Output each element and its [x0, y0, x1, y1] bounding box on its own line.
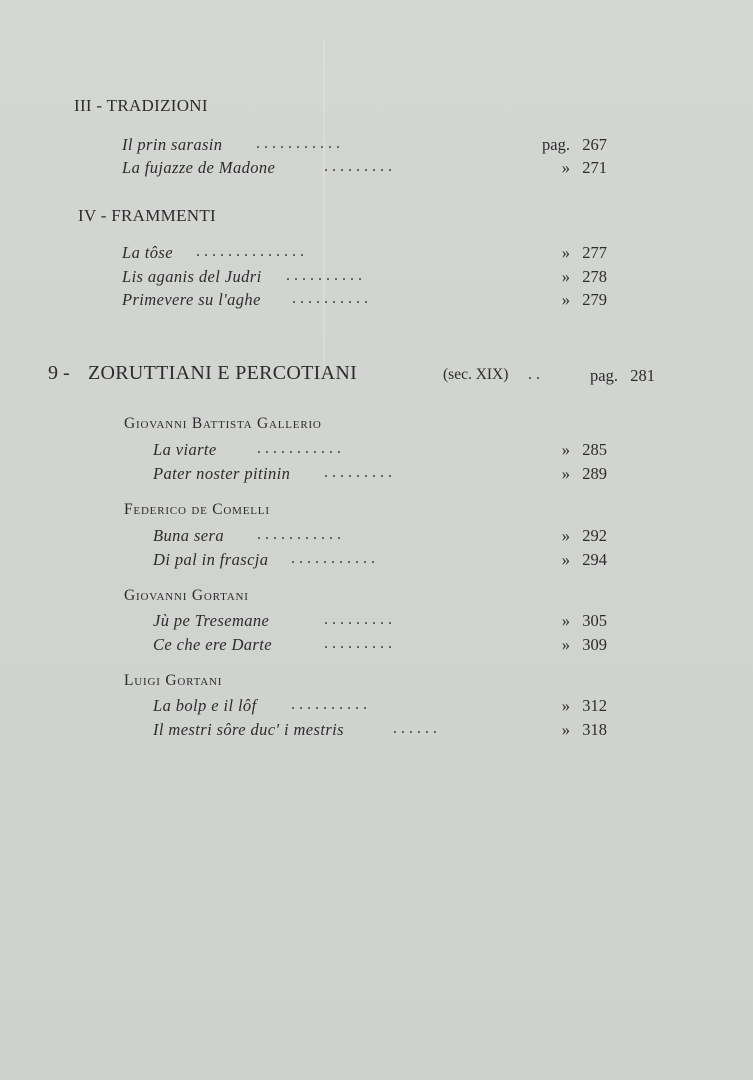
entry-title: La bolp e il lôf: [153, 696, 257, 715]
page-number: 271: [582, 158, 607, 177]
chapter-number: 9 -: [48, 362, 70, 384]
page-prefix: »: [561, 243, 570, 262]
toc-entry: [153, 611, 613, 633]
author-name: Federico de Comelli: [124, 501, 270, 518]
page-prefix: »: [561, 550, 570, 569]
page-number: 305: [582, 611, 607, 630]
entry-title: Buna sera: [153, 526, 224, 545]
dot-leader: . . . . . . . . .: [324, 635, 392, 652]
page-number: 309: [582, 635, 607, 654]
page-prefix: pag.: [590, 366, 618, 385]
chapter-title: ZORUTTIANI E PERCOTIANI: [88, 362, 358, 384]
author-name: Giovanni Battista Gallerio: [124, 415, 322, 432]
toc-entry: [153, 464, 613, 486]
page-number: 267: [582, 135, 607, 154]
page-number: 289: [582, 464, 607, 483]
toc-entry: [153, 696, 613, 718]
dot-leader: . . . . . .: [393, 720, 437, 737]
page-number: 318: [582, 720, 607, 739]
page-crease: [323, 40, 325, 370]
dot-leader: . . . . . . . . . . .: [291, 550, 375, 567]
toc-entry: [153, 526, 613, 548]
section-heading-tradizioni: III - TRADIZIONI: [74, 96, 208, 115]
toc-entry: [122, 135, 612, 157]
page-prefix: »: [561, 720, 570, 739]
entry-title: Il mestri sôre duc' i mestris: [153, 720, 344, 739]
page-number: 278: [582, 267, 607, 286]
dot-leader: . . . . . . . . . .: [286, 267, 362, 284]
page-number: 292: [582, 526, 607, 545]
page-number: 281: [630, 366, 655, 385]
entry-title: La tôse: [122, 243, 173, 262]
dot-leader: . . . . . . . . . . . . . .: [196, 243, 304, 260]
dot-leader: . . . . . . . . . . .: [256, 135, 340, 152]
toc-entry: [122, 243, 612, 265]
entry-title: Il prin sarasin: [122, 135, 223, 154]
entry-title: Primevere su l'aghe: [122, 290, 261, 309]
page-prefix: »: [561, 526, 570, 545]
page-number: 277: [582, 243, 607, 262]
dot-leader: . .: [528, 366, 540, 383]
dot-leader: . . . . . . . . .: [324, 611, 392, 628]
chapter-subtitle: (sec. XIX): [443, 366, 509, 383]
author-name: Giovanni Gortani: [124, 587, 249, 604]
entry-title: Pater noster pitinin: [153, 464, 291, 483]
page-prefix: »: [561, 267, 570, 286]
dot-leader: . . . . . . . . .: [324, 158, 392, 175]
toc-entry: [122, 158, 612, 180]
toc-entry: [153, 550, 613, 572]
dot-leader: . . . . . . . . . . .: [257, 526, 341, 543]
page-number: 279: [582, 290, 607, 309]
dot-leader: . . . . . . . . . .: [292, 290, 368, 307]
dot-leader: . . . . . . . . .: [324, 464, 392, 481]
dot-leader: . . . . . . . . . .: [291, 696, 367, 713]
toc-entry: [122, 267, 612, 289]
author-name: Luigi Gortani: [124, 672, 223, 689]
chapter-heading: [48, 362, 655, 390]
page-number: 312: [582, 696, 607, 715]
page-prefix: »: [561, 635, 570, 654]
entry-title: Lis aganis del Judri: [122, 267, 262, 286]
toc-entry: [153, 635, 613, 657]
page-prefix: »: [561, 158, 570, 177]
page-prefix: »: [561, 290, 570, 309]
entry-title: Di pal in frascja: [153, 550, 269, 569]
page-prefix: »: [561, 464, 570, 483]
page-prefix: »: [561, 696, 570, 715]
entry-title: La fujazze de Madone: [122, 158, 276, 177]
entry-title: Ce che ere Darte: [153, 635, 272, 654]
toc-entry: [122, 290, 612, 312]
toc-entry: [153, 720, 613, 742]
page-prefix: »: [561, 611, 570, 630]
entry-title: Jù pe Tresemane: [153, 611, 270, 630]
page-prefix: »: [561, 440, 570, 459]
page-prefix: pag.: [542, 135, 570, 154]
page-number: 294: [582, 550, 607, 569]
section-heading-frammenti: IV - FRAMMENTI: [78, 206, 217, 225]
entry-title: La viarte: [153, 440, 217, 459]
toc-entry: [153, 440, 613, 462]
dot-leader: . . . . . . . . . . .: [257, 440, 341, 457]
page-number: 285: [582, 440, 607, 459]
